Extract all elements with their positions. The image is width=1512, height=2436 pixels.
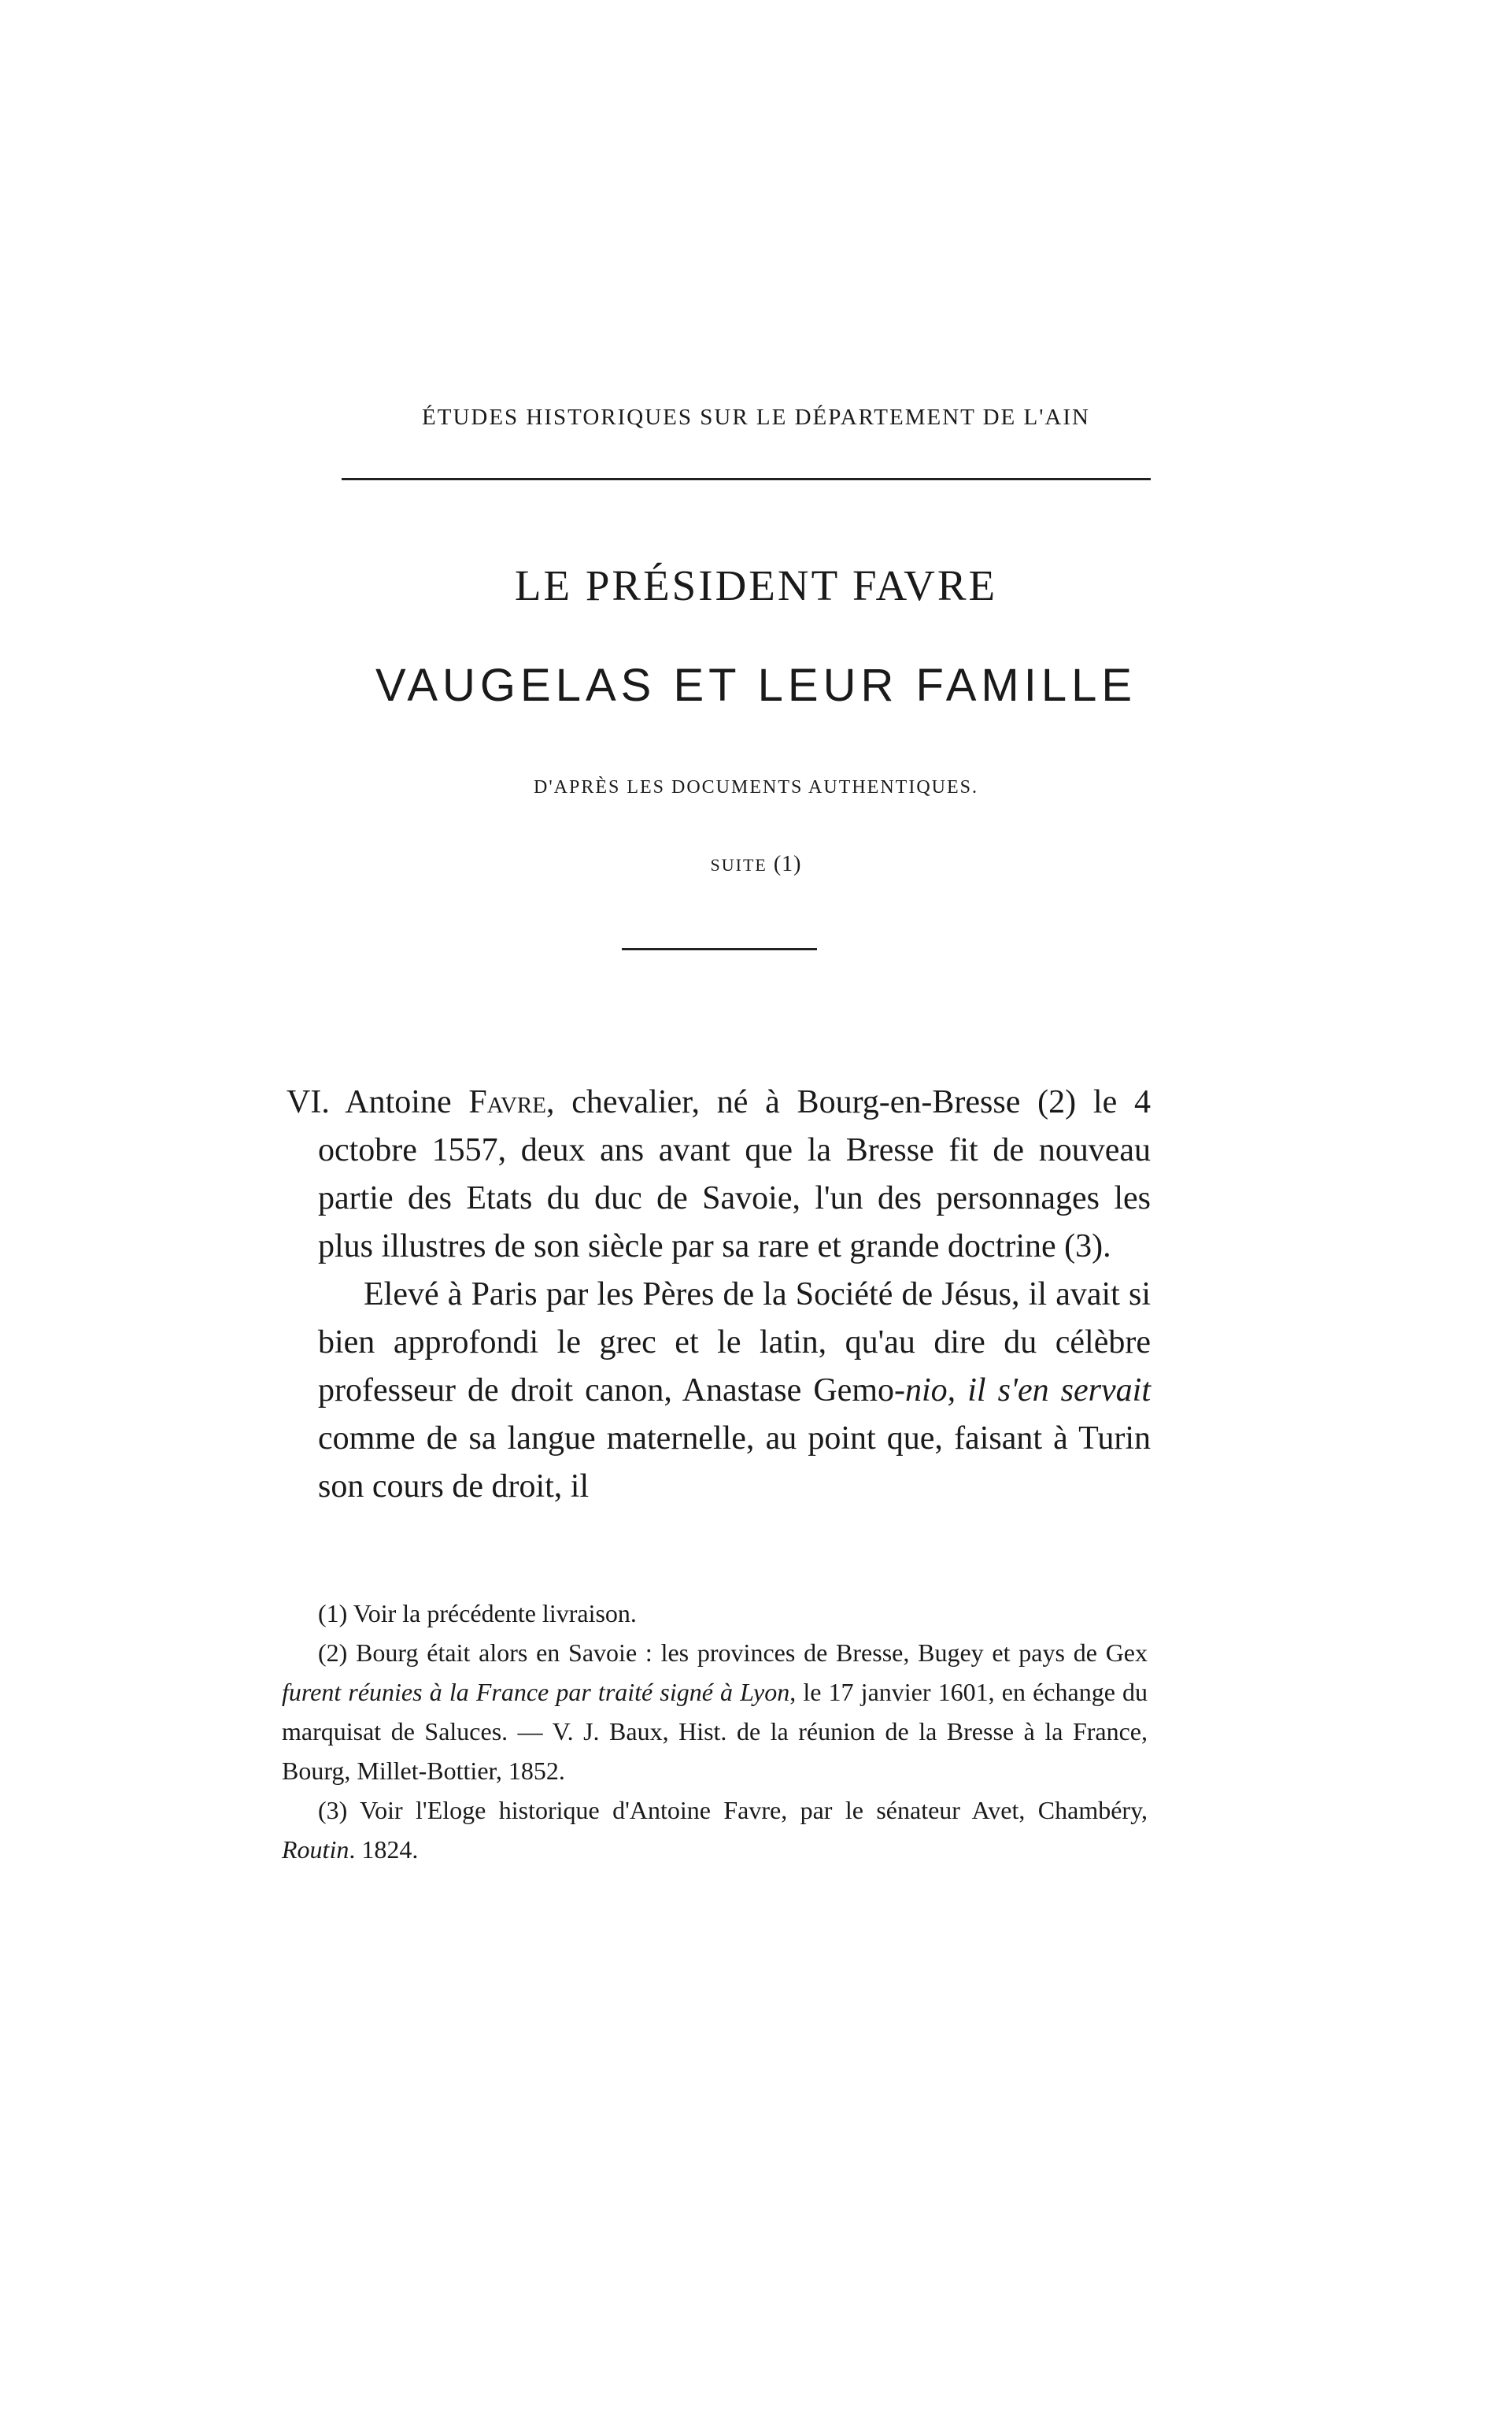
- suite-word: SUITE: [710, 855, 767, 875]
- footnote-1: (1) Voir la précédente livraison.: [318, 1599, 637, 1627]
- para1-text-a: VI. Antoine: [287, 1084, 469, 1120]
- footnote-2: [282, 1633, 1148, 1790]
- para2-text-b: comme de sa langue maternelle, au point que, faisant à Turin son cours de droit, il: [318, 1420, 1151, 1505]
- running-head: ÉTUDES HISTORIQUES SUR LE DÉPARTEMENT DE L'AIN: [422, 405, 1090, 430]
- footnote-3-text-a: (3) Voir l'Eloge historique d'Antoine Favre, par le sénateur Avet, Chambéry,: [318, 1796, 1148, 1824]
- header-rule: [342, 478, 1151, 480]
- footnote-2-italic: furent réunies à la France par traité signé à Lyon: [282, 1678, 790, 1706]
- paragraph-2: [318, 1271, 1151, 1511]
- footnote-3-text-b: . 1824.: [349, 1835, 419, 1864]
- suite-footnote-ref: (1): [773, 852, 802, 876]
- footnote-2-text-a: (2) Bourg était alors en Savoie : les provinces de Bresse, Bugey et pays de Gex: [318, 1638, 1148, 1667]
- paragraph-1: [287, 1079, 1152, 1271]
- para2-text-a: Elevé à Paris par les Pères de la Société de Jésus, il avait si bien approfondi le grec et le latin, qu'au dire du célèbre professeur de droit canon, Anastase Gemo-: [318, 1276, 1151, 1409]
- footnotes: [282, 1594, 1148, 1869]
- main-text: [287, 1079, 1152, 1511]
- para1-text-b: , chevalier, né à Bourg-en-Bresse (2) le 4 octobre 1557, deux ans avant que la Bresse fit de nouveau partie des Etats du duc de Savoie, l'un des personnages les plus illustres de son siècle par sa rare et grande doctrine (3).: [318, 1084, 1152, 1264]
- title-line-2: VAUGELAS ET LEUR FAMILLE: [375, 660, 1137, 711]
- subtitle: D'APRÈS LES DOCUMENTS AUTHENTIQUES.: [533, 777, 978, 798]
- para2-italic: nio, il s'en servait: [904, 1372, 1151, 1409]
- title-line-1: LE PRÉSIDENT FAVRE: [514, 561, 998, 609]
- title-separator-rule: [622, 948, 817, 950]
- para1-name: Favre: [468, 1084, 546, 1120]
- footnote-3: [282, 1790, 1148, 1869]
- suite-label: [0, 852, 1512, 877]
- footnote-3-italic: Routin: [282, 1835, 349, 1864]
- footnote-2-text-b: , le 17 janvier 1601, en échange du marquisat de Saluces. — V. J. Baux, Hist. de la réunion de la Bresse à la France, Bourg, Millet-Bottier, 1852.: [282, 1678, 1148, 1785]
